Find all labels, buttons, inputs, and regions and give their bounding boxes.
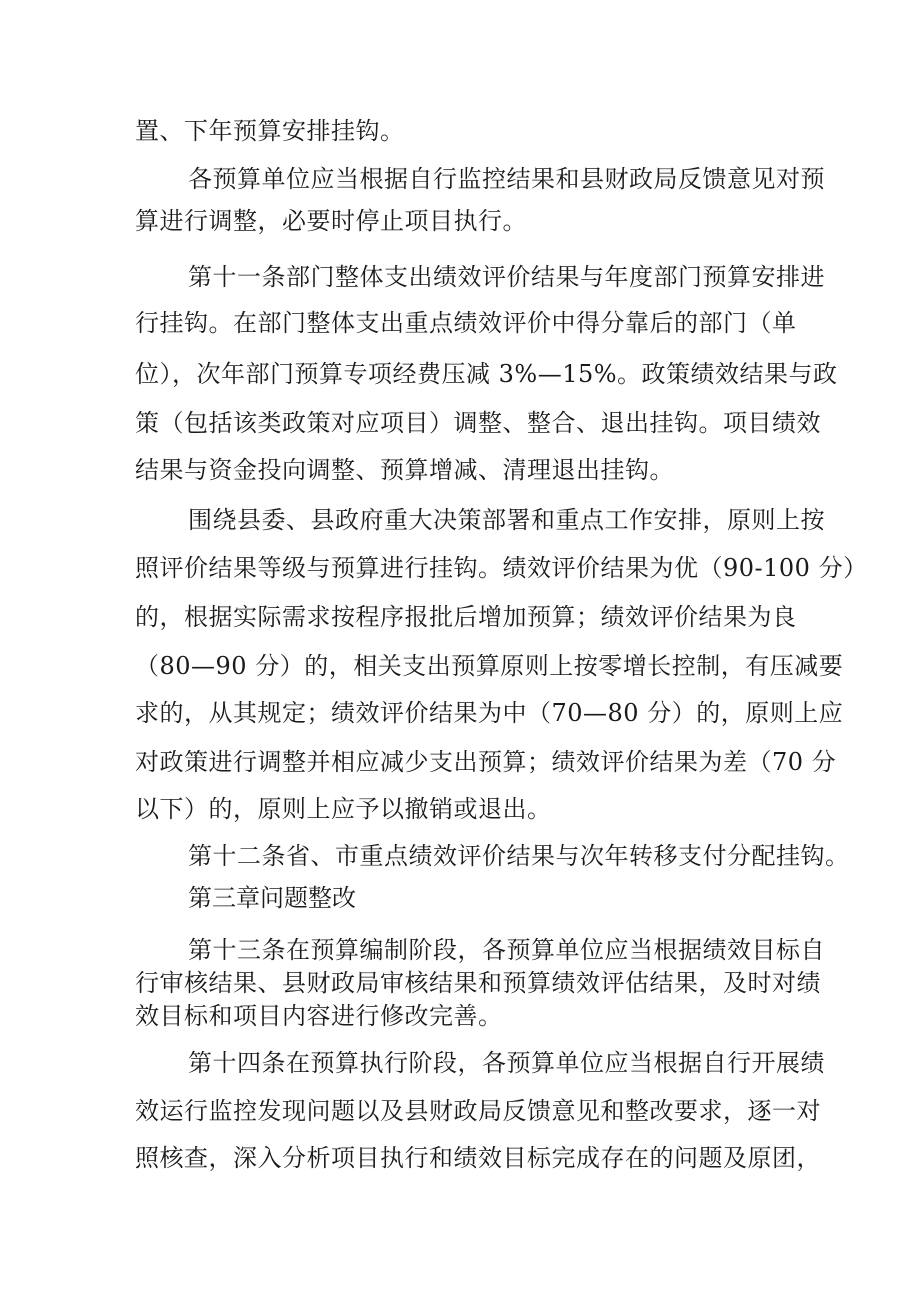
text-line: 的，根据实际需求按程序报批后增加预算；绩效评价结果为良 xyxy=(135,603,797,631)
paragraph-first-line: 第十三条在预算编制阶段，各预算单位应当根据绩效目标自 xyxy=(188,936,825,964)
text-line: 行审核结果、县财政局审核结果和预算绩效评估结果，及时对绩 xyxy=(135,969,821,997)
text-line: 位），次年部门预算专项经费压减 3%—15%。政策绩效结果与政 xyxy=(135,360,838,388)
text-line: 置、下年预算安排挂钩。 xyxy=(135,117,405,145)
text-line: 策（包括该类政策对应项目）调整、整合、退出挂钩。项目绩效 xyxy=(135,409,821,437)
chapter-heading: 第三章问题整改 xyxy=(188,884,356,912)
text-line: （80—90 分）的，相关支出预算原则上按零增长控制，有压减要 xyxy=(135,652,844,680)
paragraph-first-line: 第十二条省、市重点绩效评价结果与次年转移支付分配挂钩。 xyxy=(188,842,850,870)
paragraph-first-line: 第十四条在预算执行阶段，各预算单位应当根据自行开展绩 xyxy=(188,1049,825,1077)
text-line: 结果与资金投向调整、预算增减、清理退出挂钩。 xyxy=(135,456,674,484)
paragraph-first-line: 第十一条部门整体支出绩效评价结果与年度部门预算安排进 xyxy=(188,263,825,291)
paragraph-first-line: 围绕县委、县政府重大决策部署和重点工作安排，原则上按 xyxy=(188,506,825,534)
text-line: 效运行监控发现问题以及县财政局反馈意见和整改要求，逐一对 xyxy=(135,1097,821,1125)
text-line: 照评价结果等级与预算进行挂钩。绩效评价结果为优（90-100 分） xyxy=(135,554,868,582)
text-line: 对政策进行调整并相应减少支出预算；绩效评价结果为差（70 分 xyxy=(135,748,837,776)
text-line: 以下）的，原则上应予以撤销或退出。 xyxy=(135,795,552,823)
text-line: 效目标和项目内容进行修改完善。 xyxy=(135,1002,503,1030)
paragraph-first-line: 各预算单位应当根据自行监控结果和县财政局反馈意见对预 xyxy=(188,165,825,193)
text-line: 照核查，深入分析项目执行和绩效目标完成存在的问题及原团， xyxy=(135,1144,821,1172)
text-line: 算进行调整，必要时停止项目执行。 xyxy=(135,207,527,235)
text-line: 求的，从其规定；绩效评价结果为中（70—80 分）的，原则上应 xyxy=(135,699,844,727)
text-line: 行挂钩。在部门整体支出重点绩效评价中得分靠后的部门（单 xyxy=(135,309,797,337)
